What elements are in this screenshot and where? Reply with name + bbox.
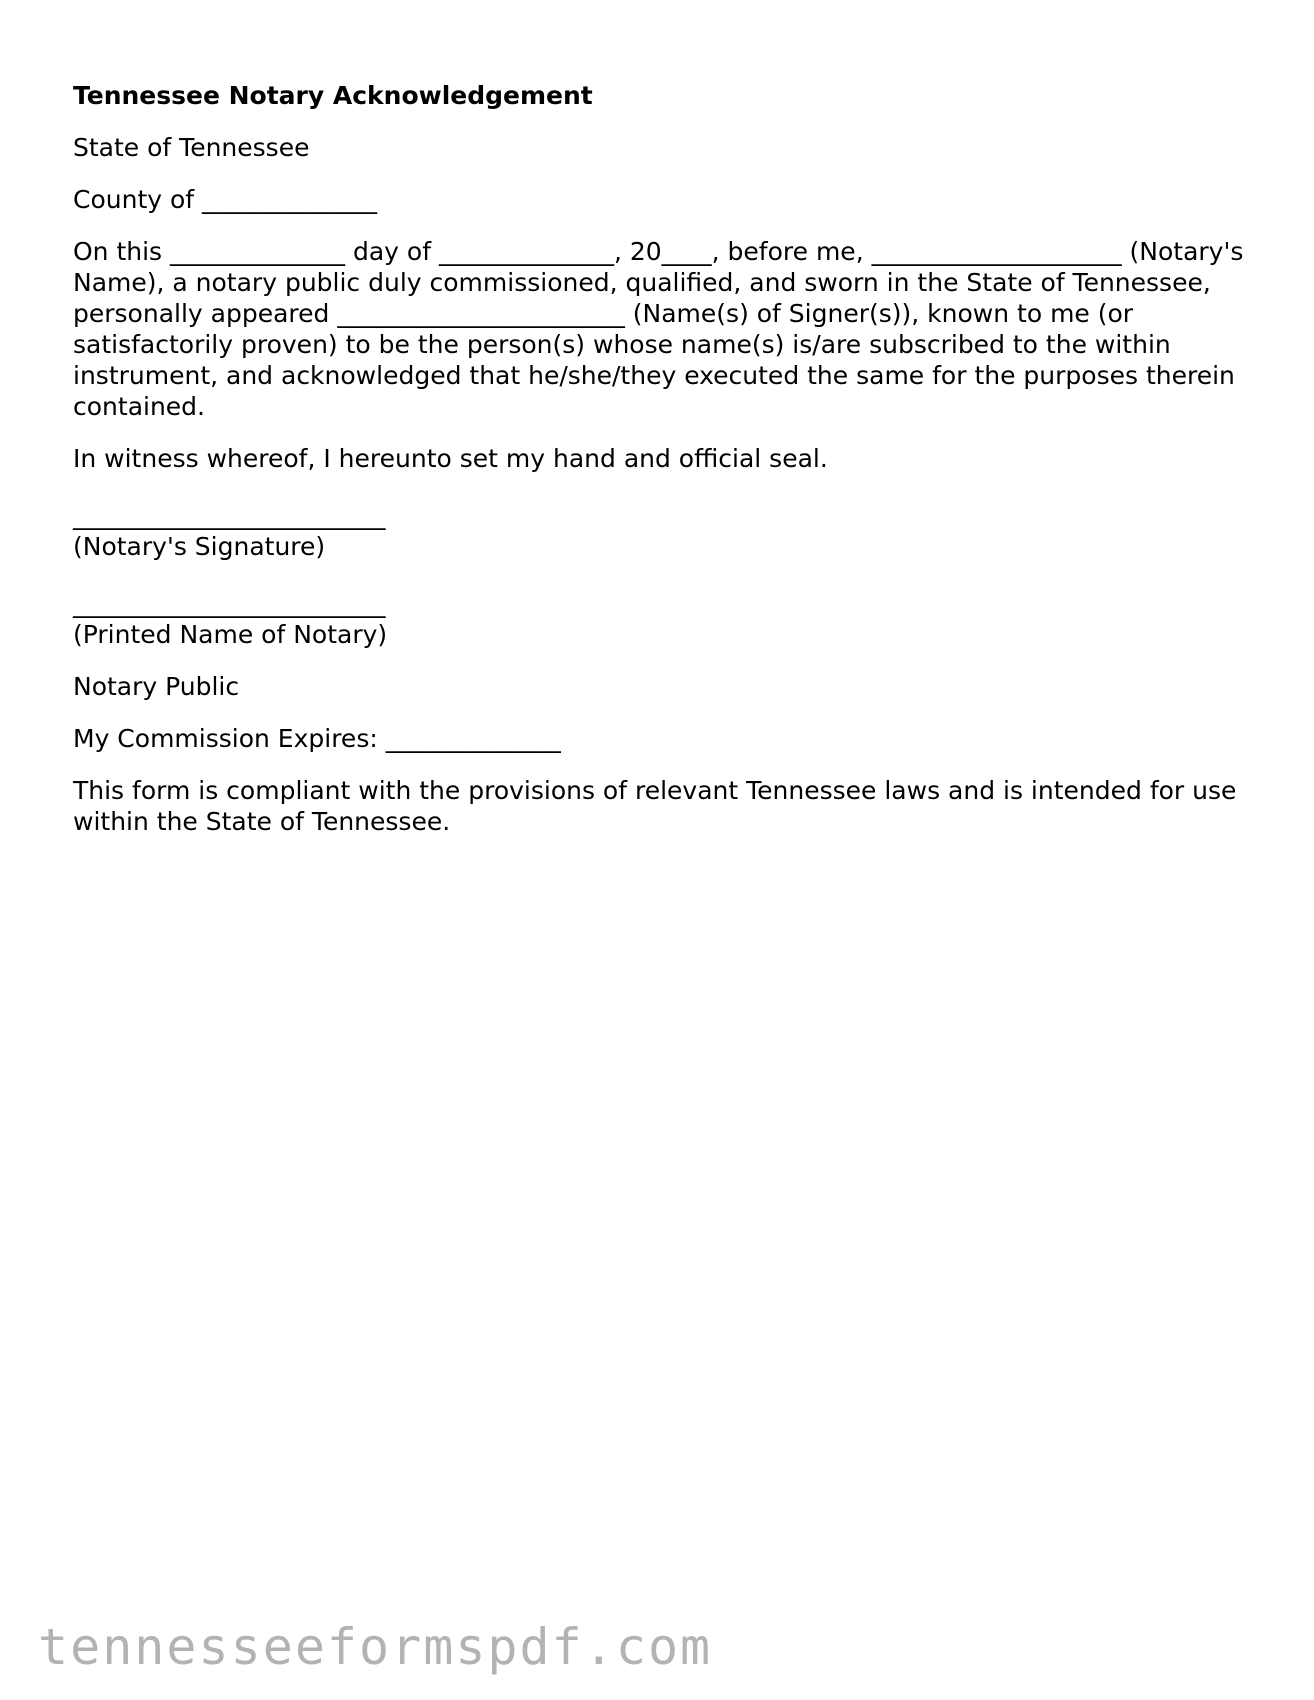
notary-public-label: Notary Public	[73, 672, 240, 701]
notary-signature-block	[73, 500, 1253, 562]
site-watermark: tennesseeformspdf.com	[38, 1618, 713, 1676]
state-line: State of Tennessee	[73, 133, 310, 162]
county-line: County of ______________	[73, 185, 378, 214]
printed-name-block	[73, 588, 1253, 650]
witness-line: In witness whereof, I hereunto set my hand and official seal.	[73, 444, 828, 473]
document-page	[73, 80, 1253, 858]
acknowledgement-paragraph: On this ______________ day of ______________, 20____, before me, ____________________ (Notary's Name), a notary public duly commissioned, qualified, and sworn in the State of Tennessee, personally appeared _______________________ (Name(s) of Signer(s)), known to me (or satisfactorily proven) to be the person(s) whose name(s) is/are subscribed to the within instrument, and acknowledged that he/she/they executed the same for the purposes therein contained.	[73, 237, 1244, 421]
printed-name-blank-line: _________________________	[73, 589, 386, 618]
printed-name-label: (Printed Name of Notary)	[73, 620, 388, 649]
signature-blank-line: _________________________	[73, 501, 386, 530]
commission-expires-line: My Commission Expires: ______________	[73, 724, 561, 753]
signature-label: (Notary's Signature)	[73, 532, 326, 561]
document-title: Tennessee Notary Acknowledgement	[73, 81, 593, 110]
compliance-note: This form is compliant with the provisions of relevant Tennessee laws and is intended for use within the State of Tennessee.	[73, 776, 1237, 836]
